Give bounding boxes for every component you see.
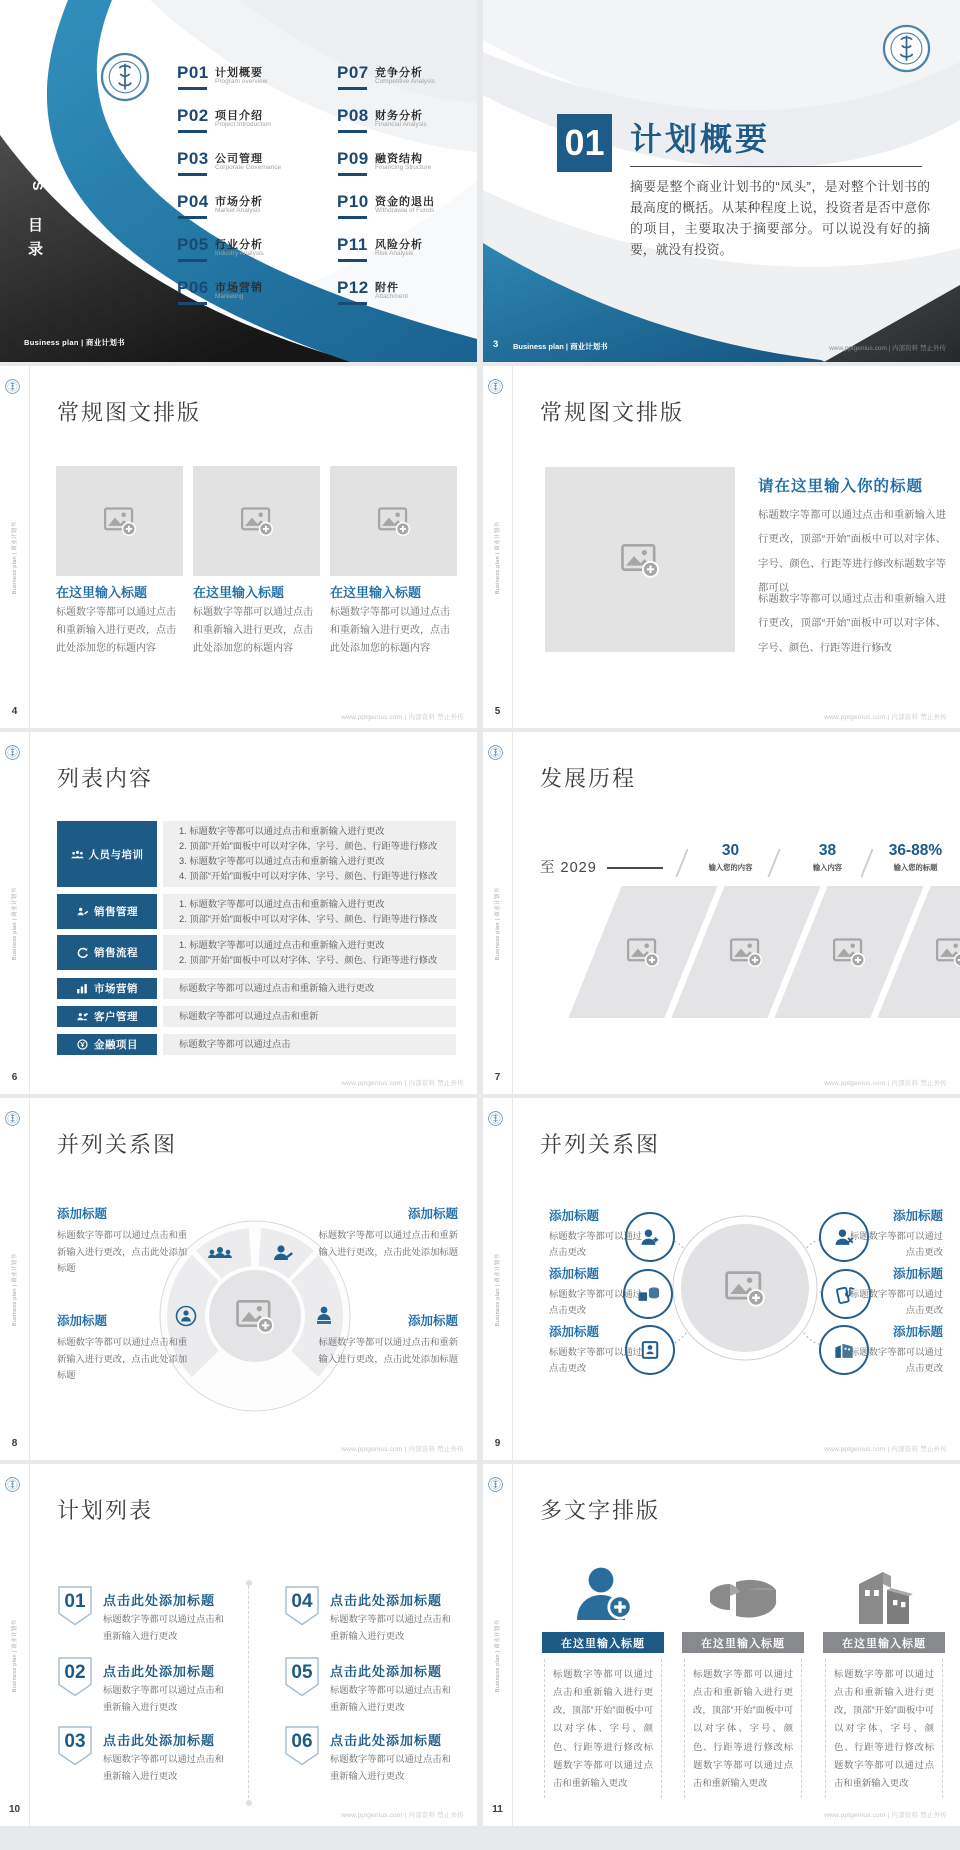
building-icon <box>851 1564 917 1624</box>
slide-plan-list[interactable] <box>0 1464 477 1826</box>
plan-title: 点击此处添加标题 <box>103 1593 216 1608</box>
toc-item-underline <box>338 87 367 90</box>
list-line: 3. 标题数字等都可以通过点击和重新输入进行更改 <box>179 856 385 866</box>
toc-item-title-cn: 市场营销 <box>215 282 263 294</box>
toc-item-underline <box>178 216 207 219</box>
toc-item-title-en: Attachment <box>375 293 408 300</box>
parallel-block <box>848 1264 943 1319</box>
side-rail <box>0 732 30 1094</box>
list-body <box>163 821 456 887</box>
toc-item-number: P04 <box>177 192 209 211</box>
toc-item-underline <box>338 216 367 219</box>
page-number: 5 <box>494 706 501 717</box>
toc-item-title-cn: 市场分析 <box>215 196 263 208</box>
page-number: 7 <box>494 1072 501 1083</box>
slide-section-overview[interactable] <box>483 0 960 362</box>
toc-item-number: P08 <box>337 106 369 125</box>
plan-number-badge <box>58 1586 92 1626</box>
era-dash <box>607 867 663 869</box>
toc-item[interactable] <box>177 106 327 126</box>
toc-item-title-cn: 资金的退出 <box>375 196 435 208</box>
site-footer: www.pptgenius.com | 内部资料 禁止外传 <box>341 1446 464 1453</box>
list-label-customer-mgmt <box>57 1006 157 1027</box>
slide-list-content[interactable] <box>0 732 477 1094</box>
toc-item-title-cn: 行业分析 <box>215 239 263 251</box>
toc-item-number: P12 <box>337 278 369 297</box>
milestone-value: 30 <box>721 842 740 859</box>
divider-dot <box>246 1580 252 1586</box>
toc-item-number: P06 <box>177 278 209 297</box>
plan-number: 06 <box>291 1731 313 1752</box>
toc-item-title-en: Market Analysis <box>215 207 261 214</box>
toc-item[interactable] <box>177 235 327 255</box>
toc-item-title-cn: 公司管理 <box>215 153 263 165</box>
dotted-divider <box>248 1586 249 1798</box>
column-body: 标题数字等都可以通过点击和重新输入进行更改，点击此处添加您的标题内容 <box>330 607 450 654</box>
section-number: 01 <box>557 114 612 172</box>
picture-icon <box>377 504 411 538</box>
side-rail <box>483 1464 513 1826</box>
plan-title: 点击此处添加标题 <box>330 1593 443 1608</box>
plan-body: 标题数字等都可以通过点击和重新输入进行更改 <box>330 1685 451 1713</box>
toc-item-underline <box>338 130 367 133</box>
block-title: 添加标题 <box>57 1207 108 1221</box>
parallel-block <box>848 1322 943 1377</box>
slide-development-history[interactable] <box>483 732 960 1094</box>
plan-number-badge <box>58 1726 92 1766</box>
image-placeholder <box>545 467 735 652</box>
toc-item-title-en: Marketing <box>215 293 244 300</box>
toc-item[interactable] <box>177 63 327 83</box>
university-seal-logo <box>488 1477 503 1492</box>
plan-body: 标题数字等都可以通过点击和重新输入进行更改 <box>103 1754 224 1782</box>
block-body: 标题数字等都可以通过点击更改 <box>850 1289 943 1316</box>
toc-item-title-en: Competitive Analysis <box>375 78 435 85</box>
column-body: 标题数字等都可以通过点击和重新输入进行更改，顶部“开始”面板中可以对字体、字号、颜色、行距等进行修改标题数字等都可以通过点击和重新输入更改 <box>684 1659 802 1798</box>
block-title: 添加标题 <box>407 1314 458 1328</box>
column-title-bar: 在这里输入标题 <box>542 1632 664 1653</box>
parallel-block <box>549 1322 644 1377</box>
site-footer: www.pptgenius.com | 内部资料 禁止外传 <box>341 1080 464 1087</box>
list-body <box>163 894 456 929</box>
block-title: 添加标题 <box>407 1207 458 1221</box>
toc-item-underline <box>178 130 207 133</box>
toc-item-title-cn: 风险分析 <box>375 239 423 251</box>
text-column <box>682 1552 804 1798</box>
plan-number: 05 <box>291 1662 313 1683</box>
site-footer: www.pptgenius.com | 内部资料 禁止外传 <box>824 1080 947 1087</box>
plan-body: 标题数字等都可以通过点击和重新输入进行更改 <box>103 1614 224 1642</box>
block-body: 标题数字等都可以通过点击和重新输入进行更改，点击此处添加标题 <box>318 1337 458 1364</box>
block-body: 标题数字等都可以通过点击更改 <box>549 1231 642 1258</box>
column-title-bar: 在这里输入标题 <box>823 1632 945 1653</box>
page-number: 3 <box>493 339 499 350</box>
toc-item[interactable] <box>337 63 477 83</box>
page-number: 10 <box>8 1804 21 1815</box>
toc-item[interactable] <box>337 192 477 212</box>
toc-vertical-title-cn: 目录 <box>27 217 44 258</box>
person-add-icon <box>571 1562 635 1624</box>
plan-number-badge <box>285 1726 319 1766</box>
block-body: 标题数字等都可以通过点击更改 <box>549 1289 642 1316</box>
salesperson-icon <box>76 906 89 917</box>
list-line: 2. 顶部“开始”面板中可以对字体、字号、颜色、行距等进行修改 <box>179 954 438 965</box>
list-label-text: 销售管理 <box>94 906 138 918</box>
picture-icon <box>626 935 660 969</box>
block-title: 添加标题 <box>549 1325 600 1339</box>
toc-item[interactable] <box>337 235 477 255</box>
list-label-sales-mgmt <box>57 894 157 929</box>
toc-item-title-cn: 竞争分析 <box>375 67 423 79</box>
parallel-block <box>57 1311 197 1384</box>
picture-icon <box>240 504 274 538</box>
list-line: 4. 顶部“开始”面板中可以对字体、字号、颜色、行距等进行修改 <box>179 871 438 881</box>
timeline-slash <box>675 849 688 877</box>
toc-item-title-en: Project Introduction <box>215 121 272 128</box>
list-label-text: 客户管理 <box>94 1011 138 1023</box>
rail-vertical-text: Business plan | 商业计划书 <box>495 1619 501 1693</box>
text-column <box>823 1552 945 1798</box>
site-footer: www.pptgenius.com | 内部资料 禁止外传 <box>829 345 946 352</box>
finance-icon <box>76 1039 89 1050</box>
side-rail <box>0 1464 30 1826</box>
toc-item-number: P10 <box>337 192 369 211</box>
milestone <box>873 842 958 873</box>
toc-item-underline <box>178 173 207 176</box>
list-line: 2. 顶部“开始”面板中可以对字体、字号、颜色、行距等进行修改 <box>179 913 438 924</box>
list-body <box>163 1034 456 1055</box>
rail-vertical-text: Business plan | 商业计划书 <box>495 521 501 595</box>
parallel-block <box>318 1204 458 1260</box>
picture-icon <box>103 504 137 538</box>
plan-number: 02 <box>64 1662 86 1683</box>
block-title: 添加标题 <box>549 1267 600 1281</box>
side-rail <box>483 366 513 728</box>
text-column <box>542 1552 664 1798</box>
toc-item-underline <box>338 259 367 262</box>
toc-item-number: P03 <box>177 149 209 168</box>
timeline-panels <box>540 886 960 1018</box>
block-title: 添加标题 <box>57 1314 108 1328</box>
pie-chart-icon <box>708 1566 778 1624</box>
block-title: 添加标题 <box>892 1325 943 1339</box>
university-seal-logo <box>488 745 503 760</box>
plan-number-badge <box>285 1586 319 1626</box>
toc-item-title-cn: 项目介绍 <box>215 110 263 122</box>
plan-number: 04 <box>291 1591 313 1612</box>
toc-footer: Business plan | 商业计划书 <box>24 338 125 347</box>
customers-icon <box>76 1011 89 1022</box>
site-footer: www.pptgenius.com | 内部资料 禁止外传 <box>824 1446 947 1453</box>
toc-item-title-en: Financing Structure <box>375 164 432 171</box>
toc-item-title-en: Withdrawal of Funds <box>375 207 435 214</box>
picture-icon <box>832 935 866 969</box>
block-body: 标题数字等都可以通过点击和重新输入进行更改，点击此处添加标题 <box>57 1337 188 1381</box>
page-number: 4 <box>11 706 18 717</box>
parallel-block <box>549 1264 644 1319</box>
list-body <box>163 1006 456 1027</box>
toc-item-number: P07 <box>337 63 369 82</box>
block-body: 标题数字等都可以通过点击和重新输入进行更改，点击此处添加标题 <box>57 1230 188 1274</box>
plan-title: 点击此处添加标题 <box>103 1664 216 1679</box>
list-label-personnel <box>57 821 157 887</box>
toc-item-number: P11 <box>337 235 368 254</box>
milestone-label: 输入您的标题 <box>893 863 938 872</box>
toc-item-title-cn: 融资结构 <box>375 153 423 165</box>
parallel-block <box>57 1204 197 1277</box>
milestone-value: 38 <box>818 842 837 859</box>
slide-title: 发展历程 <box>540 766 637 791</box>
content-paragraph: 标题数字等都可以通过点击和重新输入进行更改，顶部“开始”面板中可以对字体、字号、颜色、行距等进行修改 <box>758 594 946 654</box>
milestone-label: 输入内容 <box>812 863 843 872</box>
team-icon <box>71 849 84 860</box>
slide-multitext-layout[interactable] <box>483 1464 960 1826</box>
slide-title: 并列关系图 <box>540 1132 661 1157</box>
list-line: 2. 顶部“开始”面板中可以对字体、字号、颜色、行距等进行修改 <box>179 841 438 851</box>
list-label-text: 销售流程 <box>94 947 138 959</box>
toc-item-underline <box>178 302 207 305</box>
image-placeholder <box>56 466 183 576</box>
milestone-label: 输入您的内容 <box>708 863 753 872</box>
parallel-block <box>848 1206 943 1261</box>
slide-title: 常规图文排版 <box>57 400 202 425</box>
slide-toc[interactable] <box>0 0 477 362</box>
page-number: 11 <box>492 1804 503 1815</box>
list-label-marketing <box>57 978 157 999</box>
slide-title: 多文字排版 <box>540 1498 661 1523</box>
milestone <box>785 842 870 873</box>
column-title-bar: 在这里输入标题 <box>682 1632 804 1653</box>
toc-item-underline <box>338 173 367 176</box>
toc-item-title-en: Industry Analysis <box>215 250 264 257</box>
university-seal-logo <box>488 379 503 394</box>
milestone-value: 36-88% <box>888 842 943 859</box>
toc-item-number: P02 <box>177 106 209 125</box>
toc-item-number: P09 <box>337 149 369 168</box>
column-body: 标题数字等都可以通过点击和重新输入进行更改，点击此处添加您的标题内容 <box>56 607 176 654</box>
hub-circle <box>671 1214 819 1362</box>
toc-item-underline <box>178 87 207 90</box>
toc-item-title-cn: 财务分析 <box>375 110 423 122</box>
toc-item[interactable] <box>177 149 327 169</box>
university-seal-logo <box>100 52 150 102</box>
university-seal-logo <box>882 24 931 73</box>
parallel-block <box>549 1206 644 1261</box>
picture-icon <box>620 540 660 580</box>
plan-body: 标题数字等都可以通过点击和重新输入进行更改 <box>103 1685 224 1713</box>
toc-item-title-cn: 计划概要 <box>215 67 263 79</box>
column-body: 标题数字等都可以通过点击和重新输入进行更改，顶部“开始”面板中可以对字体、字号、颜色、行距等进行修改标题数字等都可以通过点击和重新输入更改 <box>544 1659 662 1798</box>
slide-footer: Business plan | 商业计划书 <box>513 342 608 351</box>
university-seal-logo <box>5 1111 20 1126</box>
side-rail <box>0 366 30 728</box>
toc-item-underline <box>178 259 207 262</box>
toc-item[interactable] <box>177 278 327 298</box>
toc-item-underline <box>338 302 367 305</box>
toc-item[interactable] <box>337 278 477 298</box>
plan-number: 03 <box>64 1731 86 1752</box>
column-title: 在这里输入标题 <box>193 585 285 600</box>
plan-title: 点击此处添加标题 <box>103 1733 216 1748</box>
block-body: 标题数字等都可以通过点击更改 <box>549 1347 642 1374</box>
slide-title: 并列关系图 <box>57 1132 178 1157</box>
bar-chart-icon <box>76 983 89 994</box>
list-line: 1. 标题数字等都可以通过点击和重新输入进行更改 <box>179 939 385 950</box>
university-seal-logo <box>5 1477 20 1492</box>
page-number: 8 <box>11 1438 18 1449</box>
block-body: 标题数字等都可以通过点击更改 <box>850 1231 943 1258</box>
slide-parallel-diagram-hub[interactable] <box>483 1098 960 1460</box>
block-title: 添加标题 <box>892 1209 943 1223</box>
site-footer: www.pptgenius.com | 内部资料 禁止外传 <box>341 1812 464 1819</box>
plan-number-badge <box>285 1657 319 1697</box>
timeline-era-label: 至 2029 <box>540 856 663 877</box>
site-footer: www.pptgenius.com | 内部资料 禁止外传 <box>824 714 947 721</box>
column-body: 标题数字等都可以通过点击和重新输入进行更改，点击此处添加您的标题内容 <box>193 607 313 654</box>
slide-title: 计划列表 <box>57 1498 154 1523</box>
parallel-block <box>318 1311 458 1367</box>
rail-vertical-text: Business plan | 商业计划书 <box>12 1253 18 1327</box>
university-seal-logo <box>5 379 20 394</box>
plan-body: 标题数字等都可以通过点击和重新输入进行更改 <box>330 1754 451 1782</box>
side-rail <box>0 1098 30 1460</box>
section-summary-text: 摘要是整个商业计划书的“凤头”，是对整个计划书的最高度的概括。从某种程度上说，投资者是否中意你的项目，主要取决于摘要部分。可以说没有好的摘要，就没有投资。 <box>630 179 930 257</box>
list-label-text: 人员与培训 <box>88 848 144 861</box>
list-line: 标题数字等都可以通过点击和重新 <box>179 1011 319 1021</box>
toc-item-title-en: Corporate Governance <box>215 164 282 171</box>
list-label-sales-process <box>57 935 157 970</box>
rail-vertical-text: Business plan | 商业计划书 <box>12 887 18 961</box>
plan-number: 01 <box>64 1591 86 1612</box>
block-title: 添加标题 <box>549 1209 600 1223</box>
content-paragraph: 标题数字等都可以通过点击和重新输入进行更改，顶部“开始”面板中可以对字体、字号、颜色、行距等进行修改标题数字等都可以 <box>758 510 946 594</box>
toc-item-title-cn: 附件 <box>375 282 399 294</box>
toc-item[interactable] <box>177 192 327 212</box>
block-body: 标题数字等都可以通过点击和重新输入进行更改，点击此处添加标题 <box>318 1230 458 1257</box>
toc-background-art <box>0 0 477 362</box>
column-title: 在这里输入标题 <box>56 585 148 600</box>
image-placeholder <box>330 466 457 576</box>
block-body: 标题数字等都可以通过点击更改 <box>850 1347 943 1374</box>
divider-dot <box>246 1800 252 1806</box>
plan-title: 点击此处添加标题 <box>330 1733 443 1748</box>
toc-item-title-en: Program overview <box>215 78 268 85</box>
site-footer: www.pptgenius.com | 内部资料 禁止外传 <box>824 1812 947 1819</box>
plan-body: 标题数字等都可以通过点击和重新输入进行更改 <box>330 1614 451 1642</box>
milestone <box>688 842 773 873</box>
list-label-text: 金融项目 <box>94 1039 138 1051</box>
list-line: 1. 标题数字等都可以通过点击和重新输入进行更改 <box>179 898 385 909</box>
page-number: 9 <box>494 1438 501 1449</box>
list-line: 标题数字等都可以通过点击 <box>179 1039 291 1049</box>
rail-vertical-text: Business plan | 商业计划书 <box>495 1253 501 1327</box>
image-placeholder <box>193 466 320 576</box>
plan-number-badge <box>58 1657 92 1697</box>
side-rail <box>483 732 513 1094</box>
site-footer: www.pptgenius.com | 内部资料 禁止外传 <box>341 714 464 721</box>
rail-vertical-text: Business plan | 商业计划书 <box>12 1619 18 1693</box>
toc-item-title-en: Financial Analysis <box>375 121 427 128</box>
column-title: 在这里输入标题 <box>330 585 422 600</box>
list-line: 1. 标题数字等都可以通过点击和重新输入进行更改 <box>179 826 385 836</box>
toc-item[interactable] <box>337 106 477 126</box>
block-title: 添加标题 <box>892 1267 943 1281</box>
toc-vertical-title-en: CONTENTS <box>30 85 46 195</box>
list-label-finance <box>57 1034 157 1055</box>
page-number: 6 <box>11 1072 18 1083</box>
slide-parallel-diagram-flower[interactable] <box>0 1098 477 1460</box>
university-seal-logo <box>5 745 20 760</box>
toc-item[interactable] <box>337 149 477 169</box>
rail-vertical-text: Business plan | 商业计划书 <box>12 521 18 595</box>
slide-image-text-layout-3col[interactable] <box>0 366 477 728</box>
slide-title: 常规图文排版 <box>540 400 685 425</box>
content-heading: 请在这里输入你的标题 <box>758 478 924 495</box>
slide-title: 列表内容 <box>57 766 154 791</box>
picture-icon <box>935 935 960 969</box>
plan-title: 点击此处添加标题 <box>330 1664 443 1679</box>
toc-item-number: P05 <box>177 235 209 254</box>
toc-item-title-en: Risk Analysis <box>375 250 414 257</box>
picture-icon <box>729 935 763 969</box>
toc-item-number: P01 <box>177 63 209 82</box>
list-body <box>163 935 456 970</box>
rail-vertical-text: Business plan | 商业计划书 <box>495 887 501 961</box>
list-line: 标题数字等都可以通过点击和重新输入进行更改 <box>179 983 375 993</box>
cycle-icon <box>76 947 89 958</box>
column-body: 标题数字等都可以通过点击和重新输入进行更改，顶部“开始”面板中可以对字体、字号、颜色、行距等进行修改标题数字等都可以通过点击和重新输入更改 <box>825 1659 943 1798</box>
slide-image-text-layout-1col[interactable] <box>483 366 960 728</box>
section-title-rule <box>630 166 922 167</box>
list-body <box>163 978 456 999</box>
section-title: 计划概要 <box>630 121 771 157</box>
list-label-text: 市场营销 <box>94 983 138 995</box>
